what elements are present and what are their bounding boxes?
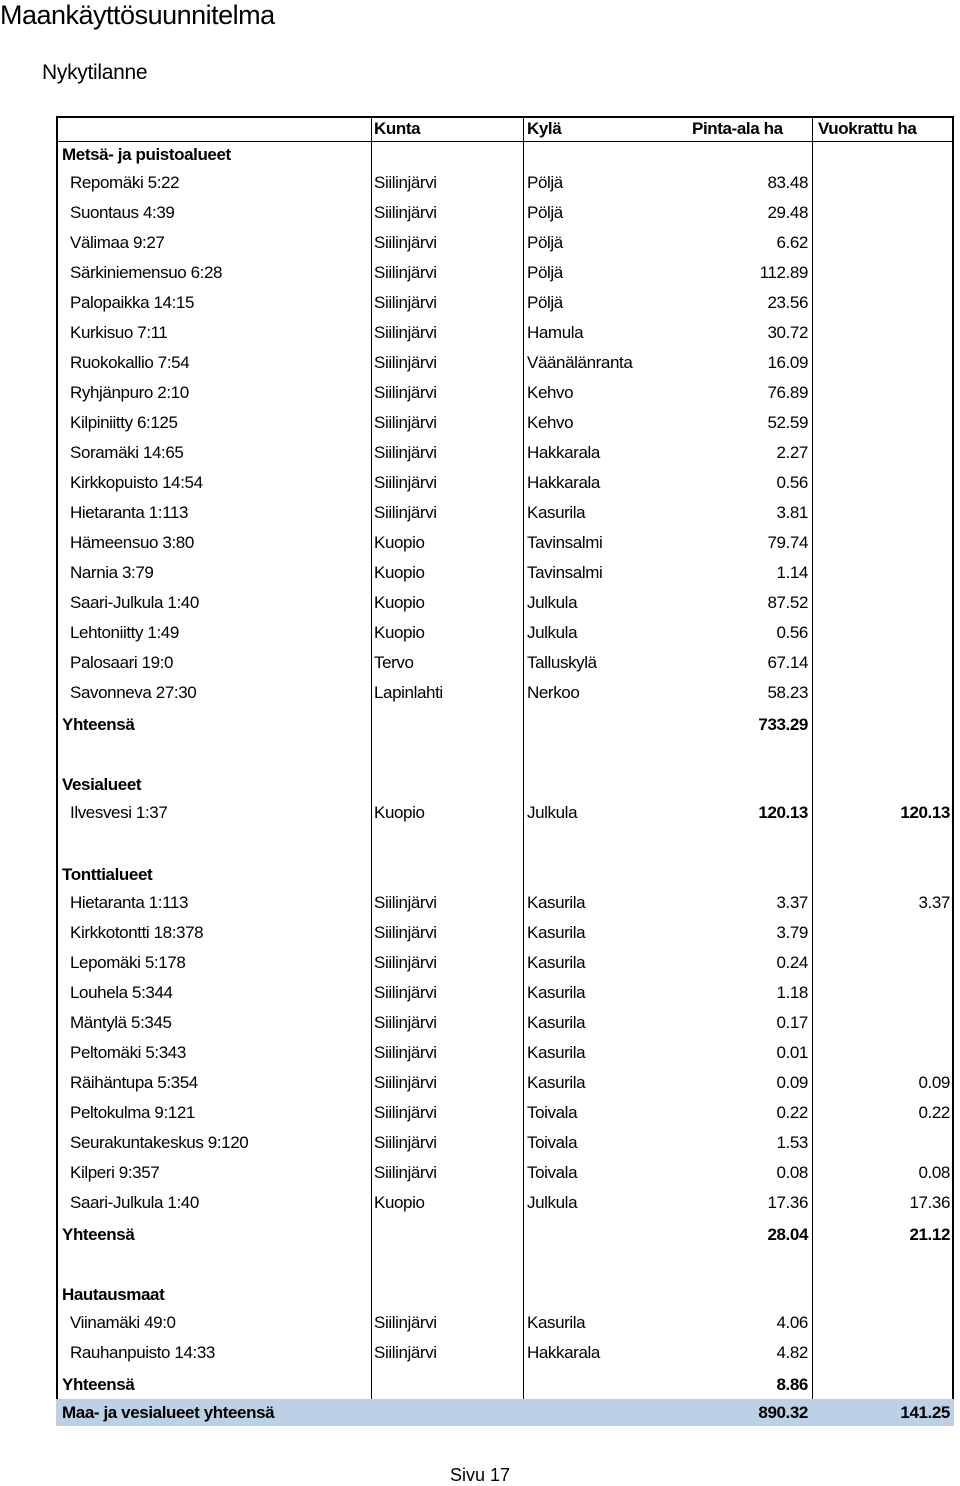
table-row <box>56 618 954 648</box>
total-leased: 21.12 <box>909 1225 950 1244</box>
total-area: 733.29 <box>758 715 808 734</box>
area-cell: 67.14 <box>767 653 808 672</box>
table-row <box>56 558 954 588</box>
village-cell: Kehvo <box>527 383 574 402</box>
village-cell: Julkula <box>527 593 578 612</box>
area-cell: 0.08 <box>776 1163 808 1182</box>
village-cell: Nerkoo <box>527 683 580 702</box>
table-row <box>56 978 954 1008</box>
area-cell: 0.01 <box>776 1043 808 1062</box>
parcel-name: Soramäki 14:65 <box>70 443 184 462</box>
table-row <box>56 1068 954 1098</box>
parcel-name: Särkiniemensuo 6:28 <box>70 263 223 282</box>
table-row <box>56 1128 954 1158</box>
village-cell: Hakkarala <box>527 1343 600 1362</box>
leased-cell: 120.13 <box>900 803 950 822</box>
table-row <box>56 318 954 348</box>
area-cell: 0.56 <box>776 623 808 642</box>
table-row <box>56 348 954 378</box>
village-cell: Kasurila <box>527 1043 586 1062</box>
parcel-name: Hämeensuo 3:80 <box>70 533 194 552</box>
area-cell: 120.13 <box>758 803 808 822</box>
area-cell: 112.89 <box>759 263 808 282</box>
section-header <box>56 860 954 890</box>
section-total-row <box>56 1370 954 1400</box>
village-cell: Pöljä <box>527 173 563 192</box>
municipality-cell: Siilinjärvi <box>374 983 437 1002</box>
page-title: Maankäyttösuunnitelma <box>0 0 275 30</box>
parcel-name: Peltomäki 5:343 <box>70 1043 186 1062</box>
section-header <box>56 1280 954 1310</box>
parcel-name: Repomäki 5:22 <box>70 173 180 192</box>
village-cell: Hakkarala <box>527 443 600 462</box>
column-header-kunta: Kunta <box>374 119 421 138</box>
municipality-cell: Siilinjärvi <box>374 233 437 252</box>
parcel-name: Kirkkotontti 18:378 <box>70 923 204 942</box>
municipality-cell: Kuopio <box>374 593 425 612</box>
table-row <box>56 228 954 258</box>
municipality-cell: Siilinjärvi <box>374 1073 437 1092</box>
area-cell: 3.79 <box>776 923 808 942</box>
parcel-name: Louhela 5:344 <box>70 983 173 1002</box>
village-cell: Toivala <box>527 1133 578 1152</box>
table-row <box>56 678 954 708</box>
municipality-cell: Siilinjärvi <box>374 1133 437 1152</box>
parcel-name: Hietaranta 1:113 <box>70 893 189 912</box>
total-area: 28.04 <box>767 1225 808 1244</box>
table-row <box>56 648 954 678</box>
leased-cell: 0.08 <box>918 1163 950 1182</box>
area-cell: 87.52 <box>767 593 808 612</box>
grand-total-label: Maa- ja vesialueet yhteensä <box>62 1403 275 1422</box>
municipality-cell: Kuopio <box>374 623 425 642</box>
village-cell: Julkula <box>527 1193 578 1212</box>
section-header <box>56 140 954 170</box>
table-row <box>56 948 954 978</box>
village-cell: Tavinsalmi <box>527 563 603 582</box>
area-cell: 1.14 <box>776 563 808 582</box>
village-cell: Julkula <box>527 803 578 822</box>
municipality-cell: Lapinlahti <box>374 683 443 702</box>
municipality-cell: Kuopio <box>374 533 425 552</box>
table-row <box>56 198 954 228</box>
area-cell: 0.24 <box>776 953 808 972</box>
parcel-name: Räihäntupa 5:354 <box>70 1073 198 1092</box>
table-row <box>56 498 954 528</box>
area-cell: 3.81 <box>776 503 808 522</box>
parcel-name: Palosaari 19:0 <box>70 653 174 672</box>
table-row <box>56 528 954 558</box>
municipality-cell: Siilinjärvi <box>374 413 437 432</box>
area-cell: 0.17 <box>776 1013 808 1032</box>
grand-total-leased: 141.25 <box>900 1403 950 1422</box>
leased-cell: 0.09 <box>918 1073 950 1092</box>
municipality-cell: Siilinjärvi <box>374 443 437 462</box>
parcel-name: Seurakuntakeskus 9:120 <box>70 1133 249 1152</box>
municipality-cell: Siilinjärvi <box>374 923 437 942</box>
table-row <box>56 1308 954 1338</box>
village-cell: Pöljä <box>527 233 563 252</box>
table-row <box>56 798 954 828</box>
municipality-cell: Tervo <box>374 653 414 672</box>
municipality-cell: Siilinjärvi <box>374 1043 437 1062</box>
area-cell: 0.09 <box>776 1073 808 1092</box>
parcel-name: Ruokokallio 7:54 <box>70 353 190 372</box>
table-row <box>56 1158 954 1188</box>
municipality-cell: Siilinjärvi <box>374 323 437 342</box>
area-cell: 0.56 <box>776 473 808 492</box>
table-row <box>56 918 954 948</box>
parcel-name: Ilvesvesi 1:37 <box>70 803 168 822</box>
village-cell: Talluskylä <box>527 653 597 672</box>
table-row <box>56 888 954 918</box>
village-cell: Julkula <box>527 623 578 642</box>
column-header-kyla: Kylä <box>527 119 562 138</box>
section-header <box>56 770 954 800</box>
area-cell: 6.62 <box>776 233 808 252</box>
leased-cell: 17.36 <box>909 1193 950 1212</box>
section-title: Tonttialueet <box>62 865 153 884</box>
area-cell: 16.09 <box>767 353 808 372</box>
area-cell: 83.48 <box>767 173 808 192</box>
leased-cell: 3.37 <box>918 893 950 912</box>
municipality-cell: Siilinjärvi <box>374 503 437 522</box>
parcel-name: Kilpiniitty 6:125 <box>70 413 178 432</box>
municipality-cell: Siilinjärvi <box>374 1163 437 1182</box>
table-row <box>56 378 954 408</box>
village-cell: Toivala <box>527 1103 578 1122</box>
column-header-ala: Pinta-ala ha <box>692 119 783 138</box>
municipality-cell: Siilinjärvi <box>374 173 437 192</box>
table-row <box>56 1098 954 1128</box>
area-cell: 30.72 <box>767 323 808 342</box>
municipality-cell: Siilinjärvi <box>374 473 437 492</box>
village-cell: Kasurila <box>527 503 586 522</box>
village-cell: Pöljä <box>527 293 563 312</box>
parcel-name: Kilperi 9:357 <box>70 1163 160 1182</box>
table-row <box>56 408 954 438</box>
municipality-cell: Kuopio <box>374 563 425 582</box>
area-cell: 1.53 <box>776 1133 808 1152</box>
parcel-name: Hietaranta 1:113 <box>70 503 189 522</box>
section-title: Vesialueet <box>62 775 142 794</box>
village-cell: Kasurila <box>527 1013 586 1032</box>
area-cell: 2.27 <box>776 443 808 462</box>
parcel-name: Peltokulma 9:121 <box>70 1103 195 1122</box>
page-number: Sivu 17 <box>449 1465 511 1485</box>
village-cell: Hakkarala <box>527 473 600 492</box>
grand-total-row <box>56 1399 954 1426</box>
area-cell: 52.59 <box>767 413 808 432</box>
parcel-name: Saari-Julkula 1:40 <box>70 593 199 612</box>
table-row <box>56 1338 954 1368</box>
village-cell: Toivala <box>527 1163 578 1182</box>
parcel-name: Narnia 3:79 <box>70 563 154 582</box>
area-cell: 58.23 <box>767 683 808 702</box>
parcel-name: Savonneva 27:30 <box>70 683 197 702</box>
table-row <box>56 258 954 288</box>
total-area: 8.86 <box>776 1375 808 1394</box>
municipality-cell: Siilinjärvi <box>374 383 437 402</box>
table-row <box>56 1008 954 1038</box>
municipality-cell: Siilinjärvi <box>374 1013 437 1032</box>
area-cell: 1.18 <box>776 983 808 1002</box>
village-cell: Kasurila <box>527 983 586 1002</box>
grand-total-area: 890.32 <box>758 1403 808 1422</box>
village-cell: Väänälänranta <box>527 353 633 372</box>
area-cell: 79.74 <box>767 533 808 552</box>
village-cell: Kasurila <box>527 893 586 912</box>
table-row <box>56 588 954 618</box>
municipality-cell: Siilinjärvi <box>374 893 437 912</box>
village-cell: Pöljä <box>527 203 563 222</box>
area-cell: 4.82 <box>776 1343 808 1362</box>
municipality-cell: Siilinjärvi <box>374 1313 437 1332</box>
section-total-row <box>56 710 954 740</box>
total-label: Yhteensä <box>62 1375 135 1394</box>
column-header-vuokrattu: Vuokrattu ha <box>818 119 917 138</box>
table-row <box>56 1188 954 1218</box>
municipality-cell: Siilinjärvi <box>374 293 437 312</box>
table-row <box>56 288 954 318</box>
parcel-name: Rauhanpuisto 14:33 <box>70 1343 215 1362</box>
municipality-cell: Siilinjärvi <box>374 953 437 972</box>
area-cell: 23.56 <box>767 293 808 312</box>
parcel-name: Välimaa 9:27 <box>70 233 165 252</box>
parcel-name: Viinamäki 49:0 <box>70 1313 176 1332</box>
area-cell: 4.06 <box>776 1313 808 1332</box>
parcel-name: Lepomäki 5:178 <box>70 953 186 972</box>
village-cell: Kasurila <box>527 953 586 972</box>
municipality-cell: Siilinjärvi <box>374 353 437 372</box>
village-cell: Kasurila <box>527 1313 586 1332</box>
village-cell: Hamula <box>527 323 584 342</box>
section-title: Hautausmaat <box>62 1285 165 1304</box>
table-row <box>56 1038 954 1068</box>
municipality-cell: Siilinjärvi <box>374 203 437 222</box>
municipality-cell: Siilinjärvi <box>374 1103 437 1122</box>
village-cell: Kasurila <box>527 1073 586 1092</box>
parcel-name: Ryhjänpuro 2:10 <box>70 383 189 402</box>
village-cell: Kasurila <box>527 923 586 942</box>
municipality-cell: Kuopio <box>374 803 425 822</box>
table-row <box>56 468 954 498</box>
area-cell: 3.37 <box>776 893 808 912</box>
table-row <box>56 168 954 198</box>
parcel-name: Mäntylä 5:345 <box>70 1013 172 1032</box>
section-total-row <box>56 1220 954 1250</box>
parcel-name: Kirkkopuisto 14:54 <box>70 473 203 492</box>
village-cell: Kehvo <box>527 413 574 432</box>
area-cell: 17.36 <box>767 1193 808 1212</box>
page-subtitle: Nykytilanne <box>42 61 148 84</box>
section-title: Metsä- ja puistoalueet <box>62 145 231 164</box>
municipality-cell: Siilinjärvi <box>374 1343 437 1362</box>
total-label: Yhteensä <box>62 1225 135 1244</box>
municipality-cell: Kuopio <box>374 1193 425 1212</box>
table-row <box>56 438 954 468</box>
village-cell: Pöljä <box>527 263 563 282</box>
village-cell: Tavinsalmi <box>527 533 603 552</box>
parcel-name: Palopaikka 14:15 <box>70 293 195 312</box>
parcel-name: Lehtoniitty 1:49 <box>70 623 179 642</box>
area-cell: 0.22 <box>776 1103 808 1122</box>
municipality-cell: Siilinjärvi <box>374 263 437 282</box>
area-cell: 76.89 <box>767 383 808 402</box>
parcel-name: Saari-Julkula 1:40 <box>70 1193 199 1212</box>
leased-cell: 0.22 <box>918 1103 950 1122</box>
parcel-name: Kurkisuo 7:11 <box>70 323 168 342</box>
total-label: Yhteensä <box>62 715 135 734</box>
parcel-name: Suontaus 4:39 <box>70 203 175 222</box>
area-cell: 29.48 <box>767 203 808 222</box>
